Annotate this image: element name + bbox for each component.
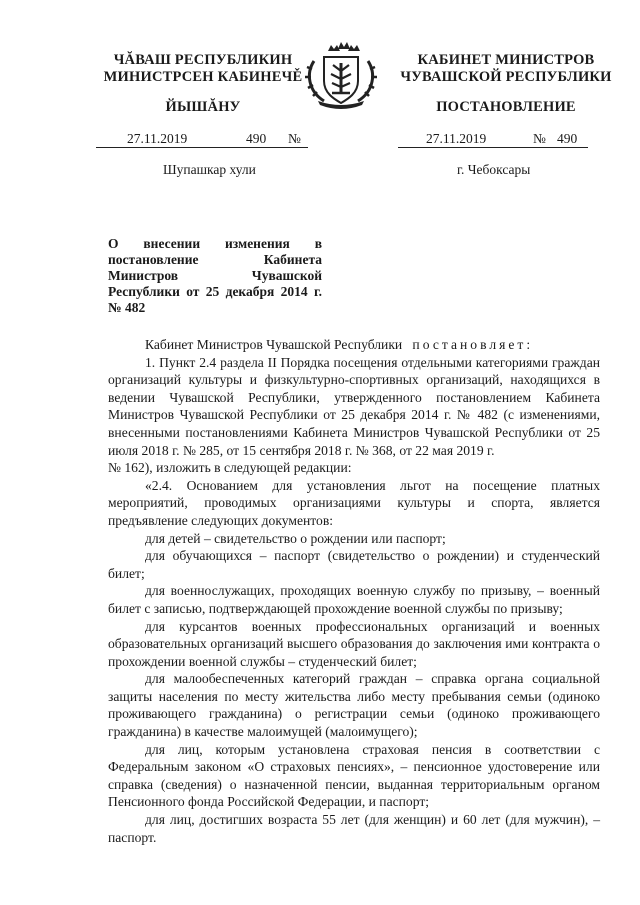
paragraph-low-income: для малообеспеченных категорий граждан – справка органа социальной защиты населения по месту жительства либо месту пребывания семьи (одиноко проживающего гражданина) о регистрации семьи (одиноко проживающего гражданина) в качестве малоимущей (малоимущего);	[108, 671, 600, 740]
header-right-line2: ЧУВАШСКОЙ РЕСПУБЛИКИ	[400, 69, 612, 85]
coat-of-arms-emblem	[302, 41, 380, 109]
item-1-continuation: № 162), изложить в следующей редакции:	[108, 460, 352, 476]
header-left-doc-type: ЙЫШĂНУ	[165, 99, 241, 115]
paragraph-military: для военнослужащих, проходящих военную службу по призыву, – военный билет с записью, подтверждающей прохождение военной службы по призыву;	[108, 583, 600, 616]
header-right-doc-type: ПОСТАНОВЛЕНИЕ	[436, 99, 576, 115]
intro-verb: постановляет:	[412, 337, 534, 352]
item-1: 1. Пункт 2.4 раздела II Порядка посещения отдельными категориями граждан организаций культуры и физкультурно-спортивных организаций, находящихся в ведении Чувашской Республики, утвержденного постановлением Кабинета Министров Чувашской Республики от 25 декабря 2014 г. № 482 (с изменениями, внесенными постановлениями Кабинета Министров Чувашской Республики от 25 июля 2018 г. № 285, от 15 сентября 2018 г. № 368, от 22 мая 2019 г.	[108, 354, 600, 458]
quote-paragraph: «2.4. Основанием для установления льгот на посещение платных мероприятий, проводимых организациями культуры и спорта, является предъявление следующих документов:	[108, 477, 600, 528]
right-date: 27.11.2019	[426, 131, 487, 146]
intro-paragraph	[108, 336, 600, 354]
header-left-line1: ЧĂВАШ РЕСПУБЛИКИН	[113, 52, 293, 68]
paragraph-children: для детей – свидетельство о рождении или паспорт;	[145, 530, 446, 546]
right-city: г. Чебоксары	[457, 162, 531, 177]
paragraph-cadets: для курсантов военных профессиональных организаций и военных образовательных организаций высшего образования до заключения ими контракта о прохождении военной службы – студенческий билет;	[108, 618, 600, 669]
left-date-underline	[96, 147, 308, 148]
right-date-underline	[398, 147, 588, 148]
left-city: Шупашкар хули	[163, 162, 256, 177]
document-title: О внесении изменения в постановление Кабинета Министров Чувашской Республики от 25 декабря 2014 г. № 482	[108, 236, 322, 315]
header-right-line1: КАБИНЕТ МИНИСТРОВ	[417, 52, 595, 68]
left-number: 490	[246, 131, 267, 146]
left-date: 27.11.2019	[127, 131, 188, 146]
right-number-sign: №	[533, 131, 546, 146]
header-left-line2: МИНИСТРСЕН КАБИНЕЧĚ	[103, 69, 303, 85]
paragraph-age: для лиц, достигших возраста 55 лет (для женщин) и 60 лет (для мужчин), – паспорт.	[108, 812, 600, 845]
paragraph-pension: для лиц, которым установлена страховая пенсия в соответствии с Федеральным законом «О страховых пенсиях», – пенсионное удостоверение или справка (сведения) о назначенной пенсии, выданная территориальным органом Пенсионного фонда Российской Федерации, и паспорт;	[108, 741, 600, 810]
right-number: 490	[557, 131, 578, 146]
document-body	[108, 336, 600, 846]
paragraph-students: для обучающихся – паспорт (свидетельство о рождении) и студенческий билет;	[108, 548, 600, 581]
intro-text: Кабинет Министров Чувашской Республики	[145, 337, 403, 352]
left-number-sign: №	[288, 131, 301, 146]
